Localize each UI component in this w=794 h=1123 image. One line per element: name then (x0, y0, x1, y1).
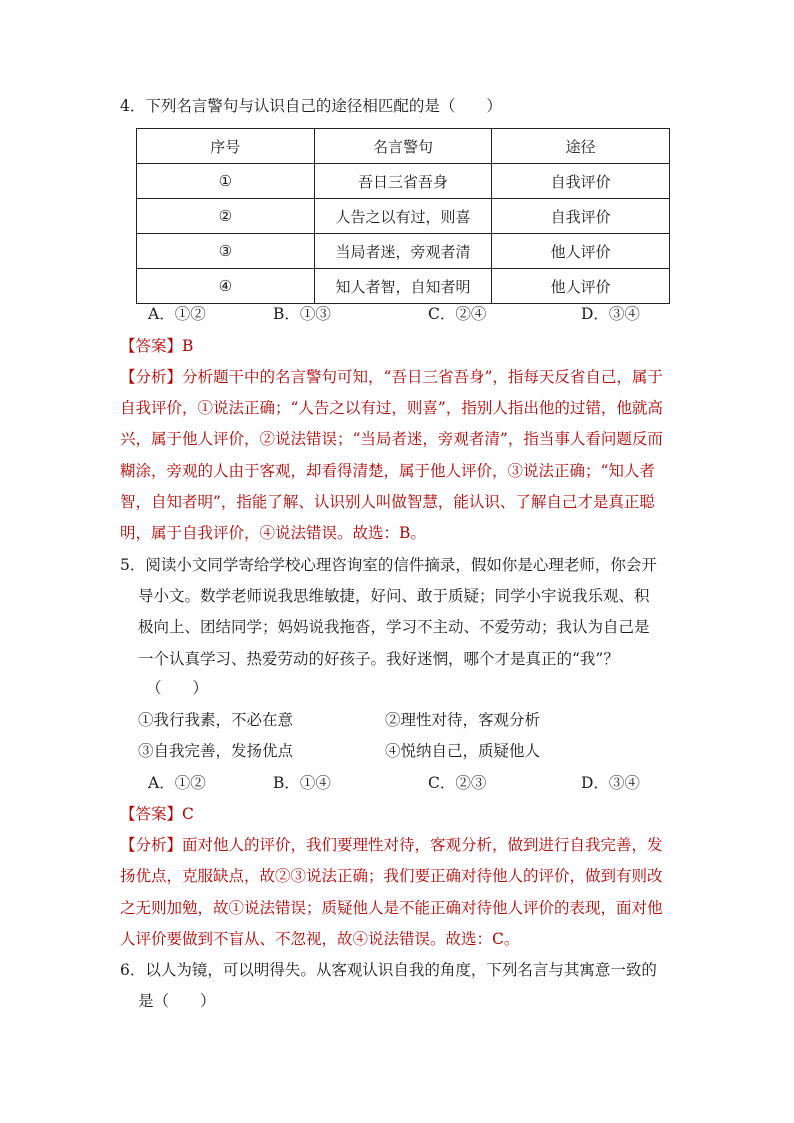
q4-analysis-line: 明，属于自我评价，④说法错误。故选：B。 (120, 524, 426, 542)
q5-answer (120, 804, 194, 824)
q4-option-d: D．③④ (581, 305, 640, 323)
table-row (137, 164, 670, 199)
q5-stem-line: 一个认真学习、热爱劳动的好孩子。我好迷惘，哪个才是真正的“我”？ (138, 650, 619, 668)
q4-analysis-line: 糊涂，旁观的人由于客观，却看得清楚，属于他人评价，③说法正确；“知人者 (120, 462, 655, 480)
q5-option-d: D．③④ (581, 774, 640, 792)
q4-option-b: B．①③ (273, 305, 331, 323)
q5-analysis-line: 之无则加勉，故①说法错误；质疑他人是不能正确对待他人评价的表现，面对他 (120, 899, 663, 917)
q5-statement-4: ④悦纳自己，质疑他人 (385, 742, 541, 760)
q5-analysis-line: 扬优点，克服缺点，故②③说法正确；我们要正确对待他人的评价，做到有则改 (120, 867, 663, 885)
answer-tag: 【答案】 (120, 805, 183, 823)
q4-analysis-line: 兴，属于他人评价，②说法错误；“当局者迷，旁观者清”，指当事人看问题反而 (120, 430, 663, 448)
q4-option-c: C．②④ (428, 305, 487, 323)
table-row (137, 199, 670, 234)
table-row (137, 234, 670, 269)
table-cell: 当局者迷，旁观者清 (314, 234, 492, 269)
table-cell: 他人评价 (492, 269, 670, 304)
q5-stem-line: 导小文。数学老师说我思维敏捷，好问、敢于质疑；同学小宇说我乐观、积 (138, 587, 650, 605)
answer-tag: 【答案】 (120, 337, 183, 355)
q4-analysis-line: 智，自知者明”，指能了解、认识别人叫做智慧，能认识、了解自己才是真正聪 (120, 493, 655, 511)
q5-statement-3: ③自我完善，发扬优点 (138, 742, 294, 760)
q4-analysis-line (120, 367, 663, 387)
table-cell: 吾日三省吾身 (314, 164, 492, 199)
table-cell: 自我评价 (492, 164, 670, 199)
q4-option-a: A．①② (148, 305, 206, 323)
analysis-text: 面对他人的评价，我们要理性对待，客观分析，做到进行自我完善，发 (182, 836, 663, 854)
answer-value: B (182, 337, 194, 355)
table-cell: ② (137, 199, 315, 234)
analysis-tag: 【分析】 (120, 836, 183, 854)
table-header-cell: 名言警句 (314, 129, 492, 164)
q6-stem-line: 是（ ） (138, 992, 216, 1010)
answer-value: C (182, 805, 194, 823)
table-cell: ③ (137, 234, 315, 269)
table-cell: ① (137, 164, 315, 199)
q4-answer (120, 336, 193, 356)
table-cell: ④ (137, 269, 315, 304)
q5-analysis-line (120, 835, 663, 855)
table-cell: 人告之以有过，则喜 (314, 199, 492, 234)
table-cell: 自我评价 (492, 199, 670, 234)
q5-statement-2: ②理性对待，客观分析 (385, 711, 541, 729)
table-cell: 知人者智，自知者明 (314, 269, 492, 304)
q5-stem-line: （ ） (146, 679, 209, 697)
q5-stem-line: 5．阅读小文同学寄给学校心理咨询室的信件摘录，假如你是心理老师，你会开 (120, 556, 657, 574)
table-cell: 他人评价 (492, 234, 670, 269)
table-header-cell: 序号 (137, 129, 315, 164)
table-row (137, 269, 670, 304)
table-header-row (137, 129, 670, 164)
q5-option-b: B．①④ (273, 774, 331, 792)
q5-analysis-line: 人评价要做到不盲从、不忽视，故④说法错误。故选：C。 (120, 930, 520, 948)
q4-table (136, 128, 670, 304)
q6-stem-line: 6．以人为镜，可以明得失。从客观认识自我的角度，下列名言与其寓意一致的 (120, 961, 657, 979)
q5-stem-line: 极向上、团结同学；妈妈说我拖沓，学习不主动、不爱劳动；我认为自己是 (138, 618, 650, 636)
q5-statement-1: ①我行我素，不必在意 (138, 711, 294, 729)
q4-analysis-line: 自我评价，①说法正确；“人告之以有过，则喜”，指别人指出他的过错，他就高 (120, 399, 663, 417)
q5-option-c: C．②③ (428, 774, 487, 792)
table-header-cell: 途径 (492, 129, 670, 164)
analysis-text: 分析题干中的名言警句可知，“吾日三省吾身”，指每天反省自己，属于 (182, 368, 663, 386)
q4-stem: 4．下列名言警句与认识自己的途径相匹配的是（ ） (120, 97, 502, 115)
q5-option-a: A．①② (148, 774, 206, 792)
analysis-tag: 【分析】 (120, 368, 183, 386)
